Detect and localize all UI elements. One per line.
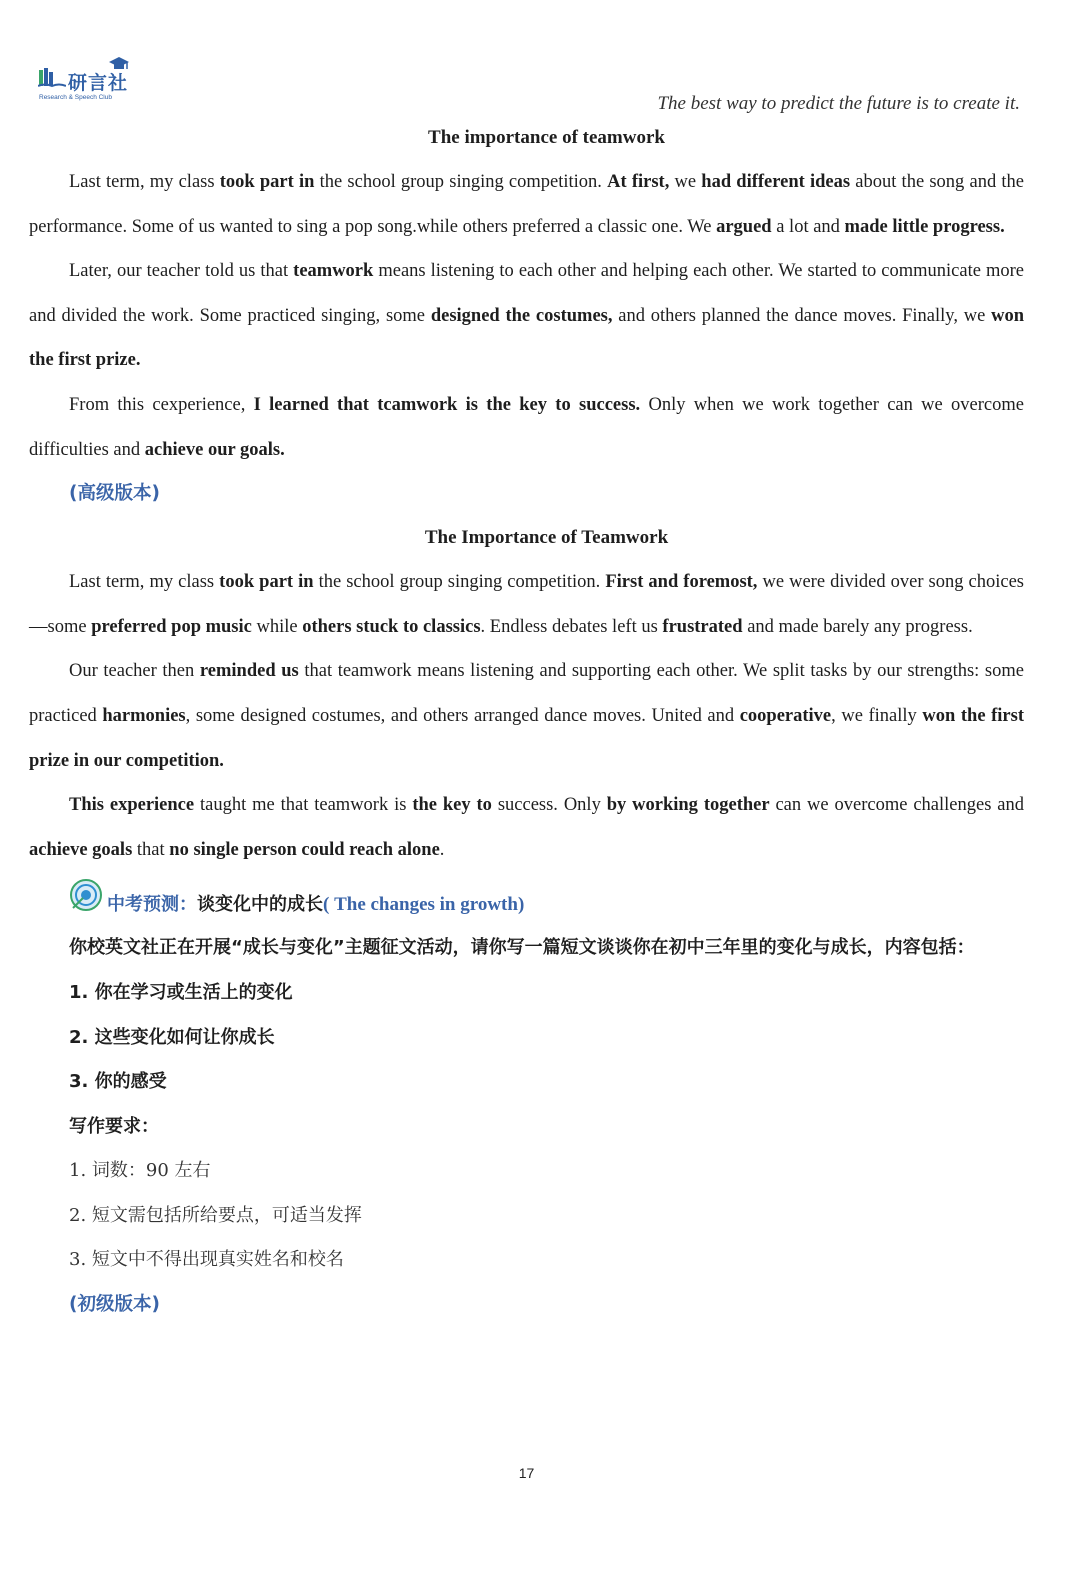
text-run: while <box>251 616 303 637</box>
forecast-topic: 谈变化中的成长 <box>197 894 323 916</box>
bold-phrase: frustrated <box>662 616 743 637</box>
text-run: , we finally <box>831 705 923 726</box>
text-run: . <box>439 839 445 860</box>
essay2-paragraph-3 <box>29 783 1024 872</box>
requirement-1: 1. 词数：90 左右 <box>69 1160 211 1182</box>
essay1-paragraph-3 <box>29 383 1024 472</box>
text-run: success. Only <box>491 795 607 816</box>
bold-phrase: made little progress. <box>844 216 1005 237</box>
bold-phrase: no single person could reach alone <box>169 839 440 860</box>
bold-phrase: preferred pop music <box>91 616 252 637</box>
essay2-paragraph-2 <box>29 649 1024 783</box>
text-run: can we overcome challenges and <box>769 795 1024 816</box>
graduation-cap-icon <box>108 56 130 72</box>
bold-phrase: I learned that tcamwork is the key to success. <box>253 394 641 415</box>
bold-phrase: had different ideas <box>701 172 851 192</box>
bold-phrase: argued <box>716 216 772 237</box>
forecast-topic-en: ( The changes in growth) <box>323 894 525 916</box>
essay1-paragraph-2 <box>29 249 1024 383</box>
essay2-title: The Importance of Teamwork <box>424 527 669 549</box>
bold-phrase: teamwork <box>293 261 374 282</box>
logo-text-cn: 研言社 <box>68 72 129 94</box>
text-run: Only when we work together can we overcome difficulties and <box>29 394 1024 460</box>
bold-phrase: won the first prize in our competition. <box>29 705 1024 771</box>
bold-phrase: won the first prize. <box>29 305 1025 371</box>
text-run: Last term, my class <box>69 572 220 593</box>
bold-phrase: cooperative <box>739 705 832 726</box>
text-run: the school group singing competition. <box>313 572 606 593</box>
text-run: we <box>669 172 702 192</box>
bold-phrase: This experience <box>69 795 195 816</box>
requirements-label: 写作要求： <box>69 1115 159 1137</box>
bold-phrase: by working together <box>606 795 770 816</box>
text-run: the school group singing competition. <box>314 172 608 192</box>
text-run: Last term, my class <box>69 172 220 192</box>
bold-phrase: reminded us <box>199 661 299 682</box>
prompt-point-2: 2. 这些变化如何让你成长 <box>69 1026 275 1048</box>
text-run: we were divided over song choices—some <box>29 572 1024 637</box>
text-run: and made barely any progress. <box>742 616 973 637</box>
page-content <box>29 116 1024 1327</box>
bold-phrase: First and foremost, <box>605 572 758 593</box>
text-run: means listening to each other and helping each other. We started to communicate more and divided the work. Some practiced singing, some <box>29 261 1024 326</box>
prompt-intro: 你校英文社正在开展“成长与变化”主题征文活动，请你写一篇短文谈谈你在初中三年里的变化与成长，内容包括： <box>69 937 975 959</box>
bold-phrase: took part in <box>219 572 314 593</box>
essay2-paragraph-1 <box>29 560 1024 649</box>
text-run: taught me that teamwork is <box>194 795 413 816</box>
book-icon <box>38 66 66 88</box>
prompt-point-1: 1. 你在学习或生活上的变化 <box>69 981 293 1003</box>
text-run: that <box>132 839 170 860</box>
essay1-paragraph-1 <box>29 160 1024 249</box>
club-logo <box>38 60 148 110</box>
version-label-basic: (初级版本) <box>69 1294 160 1316</box>
bold-phrase: achieve goals <box>29 839 133 860</box>
bold-phrase: took part in <box>219 172 315 192</box>
text-run: and others planned the dance moves. Finally, we <box>612 305 992 326</box>
text-run: From this cexperience, <box>69 394 254 415</box>
text-run: , some designed costumes, and others arranged dance moves. United and <box>185 705 740 726</box>
requirement-2: 2. 短文需包括所给要点，可适当发挥 <box>69 1204 362 1226</box>
text-run: that teamwork means listening and supporting each other. We split tasks by our strengths: some practiced <box>29 661 1024 726</box>
text-run: Later, our teacher told us that <box>69 261 294 282</box>
bold-phrase: others stuck to classics <box>302 616 481 637</box>
text-run: about the song and the performance. Some of us wanted to sing a pop song.while others preferred a classic one. We <box>29 172 1024 237</box>
bold-phrase: designed the costumes, <box>430 305 613 326</box>
bold-phrase: At first, <box>607 172 670 192</box>
essay1-title: The importance of teamwork <box>428 127 665 148</box>
prompt-point-3: 3. 你的感受 <box>69 1071 167 1093</box>
text-run: . Endless debates left us <box>480 616 663 637</box>
forecast-label: 中考预测： <box>107 894 197 916</box>
requirement-3: 3. 短文中不得出现真实姓名和校名 <box>69 1249 344 1271</box>
text-run: Our teacher then <box>69 661 200 682</box>
bold-phrase: harmonies <box>102 705 186 726</box>
bold-phrase: the key to <box>412 795 492 816</box>
bold-phrase: achieve our goals. <box>144 439 285 460</box>
text-run: a lot and <box>771 216 845 237</box>
logo-text-en: Research & Speech Club <box>39 94 112 101</box>
page-number: 17 <box>518 1465 535 1481</box>
version-label-advanced: (高级版本) <box>69 483 160 505</box>
target-icon <box>69 878 103 912</box>
header-motto: The best way to predict the future is to create it. <box>657 93 1020 114</box>
exam-forecast-heading <box>29 876 1024 926</box>
